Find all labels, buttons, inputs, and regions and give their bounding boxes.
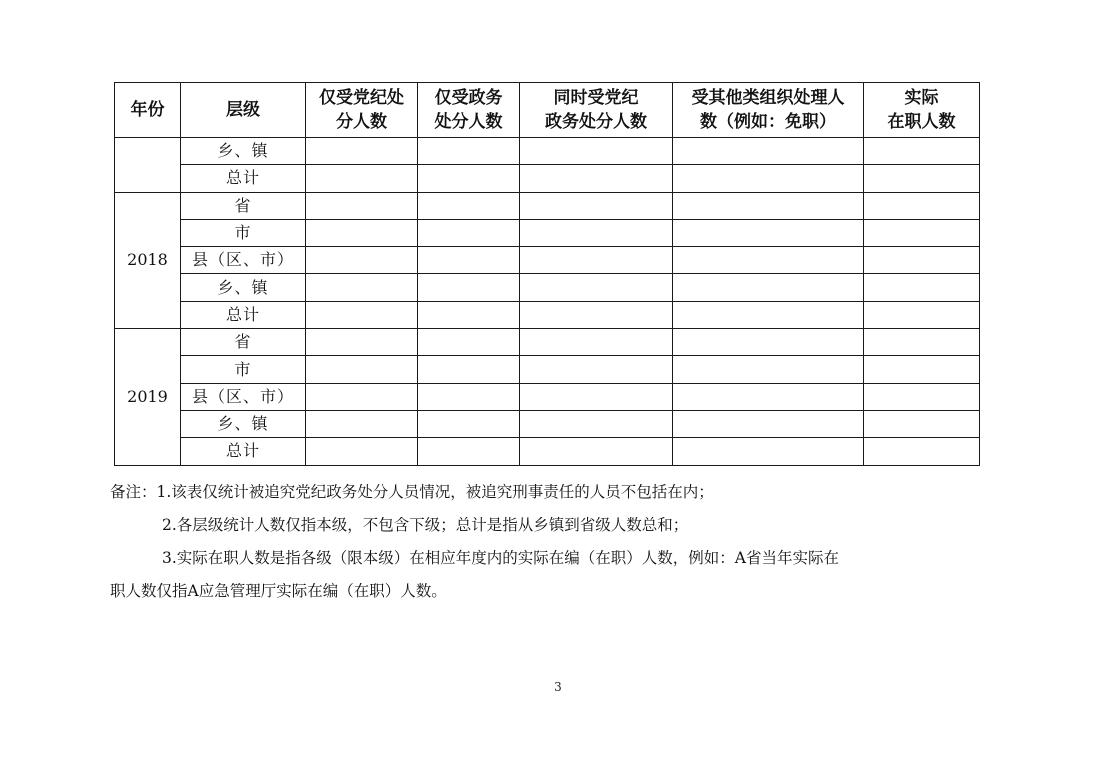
column-header-line: 分人数: [336, 112, 387, 132]
empty-data-cell[interactable]: [520, 383, 673, 410]
table-row: [115, 247, 980, 274]
column-header-6: [673, 83, 864, 138]
empty-data-cell[interactable]: [864, 165, 980, 192]
empty-data-cell[interactable]: [520, 247, 673, 274]
column-header-line: 在职人数: [887, 112, 956, 132]
empty-data-cell[interactable]: [673, 329, 864, 356]
level-cell: 省: [181, 329, 306, 356]
column-header-line: 处分人数: [434, 112, 503, 132]
empty-data-cell[interactable]: [306, 165, 418, 192]
column-header-line: 层级: [226, 100, 260, 120]
empty-data-cell[interactable]: [520, 438, 673, 465]
year-cell: 2019: [115, 329, 181, 465]
empty-data-cell[interactable]: [306, 247, 418, 274]
empty-data-cell[interactable]: [520, 301, 673, 328]
empty-data-cell[interactable]: [418, 274, 520, 301]
empty-data-cell[interactable]: [306, 438, 418, 465]
table-row: [115, 356, 980, 383]
empty-data-cell[interactable]: [306, 329, 418, 356]
level-cell: 乡、镇: [181, 274, 306, 301]
empty-data-cell[interactable]: [864, 247, 980, 274]
level-cell: 乡、镇: [181, 410, 306, 437]
column-header-line: 政务处分人数: [545, 112, 647, 132]
table-row: [115, 138, 980, 165]
empty-data-cell[interactable]: [864, 356, 980, 383]
note-item-1: 1.该表仅统计被追究党纪政务处分人员情况，被追究刑事责任的人员不包括在内；: [156, 483, 714, 501]
level-cell: 省: [181, 192, 306, 219]
empty-data-cell[interactable]: [673, 356, 864, 383]
column-header-line: 实际: [904, 88, 939, 108]
empty-data-cell[interactable]: [520, 138, 673, 165]
empty-data-cell[interactable]: [864, 301, 980, 328]
empty-data-cell[interactable]: [673, 383, 864, 410]
empty-data-cell[interactable]: [418, 356, 520, 383]
column-header-5: [520, 83, 673, 138]
empty-data-cell[interactable]: [520, 410, 673, 437]
empty-data-cell[interactable]: [520, 356, 673, 383]
table-body: [115, 138, 980, 466]
note-line-1: [110, 476, 1010, 509]
table-row: [115, 192, 980, 219]
note-item-3: 3.实际在职人数是指各级（限本级）在相应年度内的实际在编（在职）人数，例如：A省当年实际在: [162, 549, 839, 567]
level-cell: 乡、镇: [181, 138, 306, 165]
empty-data-cell[interactable]: [673, 165, 864, 192]
empty-data-cell[interactable]: [306, 192, 418, 219]
empty-data-cell[interactable]: [520, 219, 673, 246]
year-cell: [115, 138, 181, 193]
empty-data-cell[interactable]: [520, 165, 673, 192]
table-row: [115, 274, 980, 301]
notes-section: [110, 476, 1010, 608]
statistics-table: [114, 82, 980, 466]
empty-data-cell[interactable]: [418, 247, 520, 274]
note-line-2: [110, 509, 1010, 542]
level-cell: 总计: [181, 438, 306, 465]
empty-data-cell[interactable]: [864, 192, 980, 219]
column-header-line: 同时受党纪: [553, 88, 639, 108]
column-header-line: 仅受政务: [434, 88, 503, 108]
column-header-line: 受其他类组织处理人: [691, 88, 845, 108]
empty-data-cell[interactable]: [306, 301, 418, 328]
empty-data-cell[interactable]: [418, 138, 520, 165]
empty-data-cell[interactable]: [520, 274, 673, 301]
empty-data-cell[interactable]: [418, 192, 520, 219]
level-cell: 总计: [181, 301, 306, 328]
empty-data-cell[interactable]: [864, 329, 980, 356]
table-row: [115, 301, 980, 328]
empty-data-cell[interactable]: [673, 192, 864, 219]
empty-data-cell[interactable]: [306, 274, 418, 301]
column-header-line: 数（例如：免职）: [700, 112, 836, 132]
year-cell: 2018: [115, 192, 181, 328]
empty-data-cell[interactable]: [520, 192, 673, 219]
level-cell: 总计: [181, 165, 306, 192]
empty-data-cell[interactable]: [864, 438, 980, 465]
empty-data-cell[interactable]: [673, 301, 864, 328]
note-line-3: [110, 542, 1010, 575]
empty-data-cell[interactable]: [418, 410, 520, 437]
empty-data-cell[interactable]: [520, 329, 673, 356]
empty-data-cell[interactable]: [418, 329, 520, 356]
column-header-1: [115, 83, 181, 138]
table-row: [115, 383, 980, 410]
column-header-3: [306, 83, 418, 138]
empty-data-cell[interactable]: [306, 138, 418, 165]
note-item-3-continuation: 职人数仅指A应急管理厅实际在编（在职）人数。: [110, 582, 447, 600]
empty-data-cell[interactable]: [306, 219, 418, 246]
level-cell: 县（区、市）: [181, 383, 306, 410]
empty-data-cell[interactable]: [418, 301, 520, 328]
note-item-2: 2.各层级统计人数仅指本级，不包含下级；总计是指从乡镇到省级人数总和；: [162, 516, 689, 534]
table-row: [115, 410, 980, 437]
empty-data-cell[interactable]: [864, 383, 980, 410]
level-cell: 市: [181, 219, 306, 246]
empty-data-cell[interactable]: [673, 410, 864, 437]
empty-data-cell[interactable]: [673, 219, 864, 246]
empty-data-cell[interactable]: [418, 383, 520, 410]
empty-data-cell[interactable]: [673, 138, 864, 165]
level-cell: 市: [181, 356, 306, 383]
column-header-2: [181, 83, 306, 138]
column-header-7: [864, 83, 980, 138]
column-header-4: [418, 83, 520, 138]
notes-prefix: 备注：: [110, 483, 157, 501]
empty-data-cell[interactable]: [864, 138, 980, 165]
table-row: [115, 329, 980, 356]
empty-data-cell[interactable]: [306, 356, 418, 383]
level-cell: 县（区、市）: [181, 247, 306, 274]
table-header-row: [115, 83, 980, 138]
empty-data-cell[interactable]: [864, 410, 980, 437]
empty-data-cell[interactable]: [673, 274, 864, 301]
empty-data-cell[interactable]: [306, 383, 418, 410]
empty-data-cell[interactable]: [418, 165, 520, 192]
table-row: [115, 219, 980, 246]
empty-data-cell[interactable]: [864, 219, 980, 246]
empty-data-cell[interactable]: [673, 438, 864, 465]
column-header-line: 仅受党纪处: [319, 88, 404, 108]
table-row: [115, 165, 980, 192]
note-line-4: [110, 575, 1010, 608]
empty-data-cell[interactable]: [306, 410, 418, 437]
empty-data-cell[interactable]: [673, 247, 864, 274]
empty-data-cell[interactable]: [864, 274, 980, 301]
table-row: [115, 438, 980, 465]
column-header-line: 年份: [130, 100, 165, 120]
page-number: 3: [554, 680, 562, 694]
empty-data-cell[interactable]: [418, 219, 520, 246]
empty-data-cell[interactable]: [418, 438, 520, 465]
